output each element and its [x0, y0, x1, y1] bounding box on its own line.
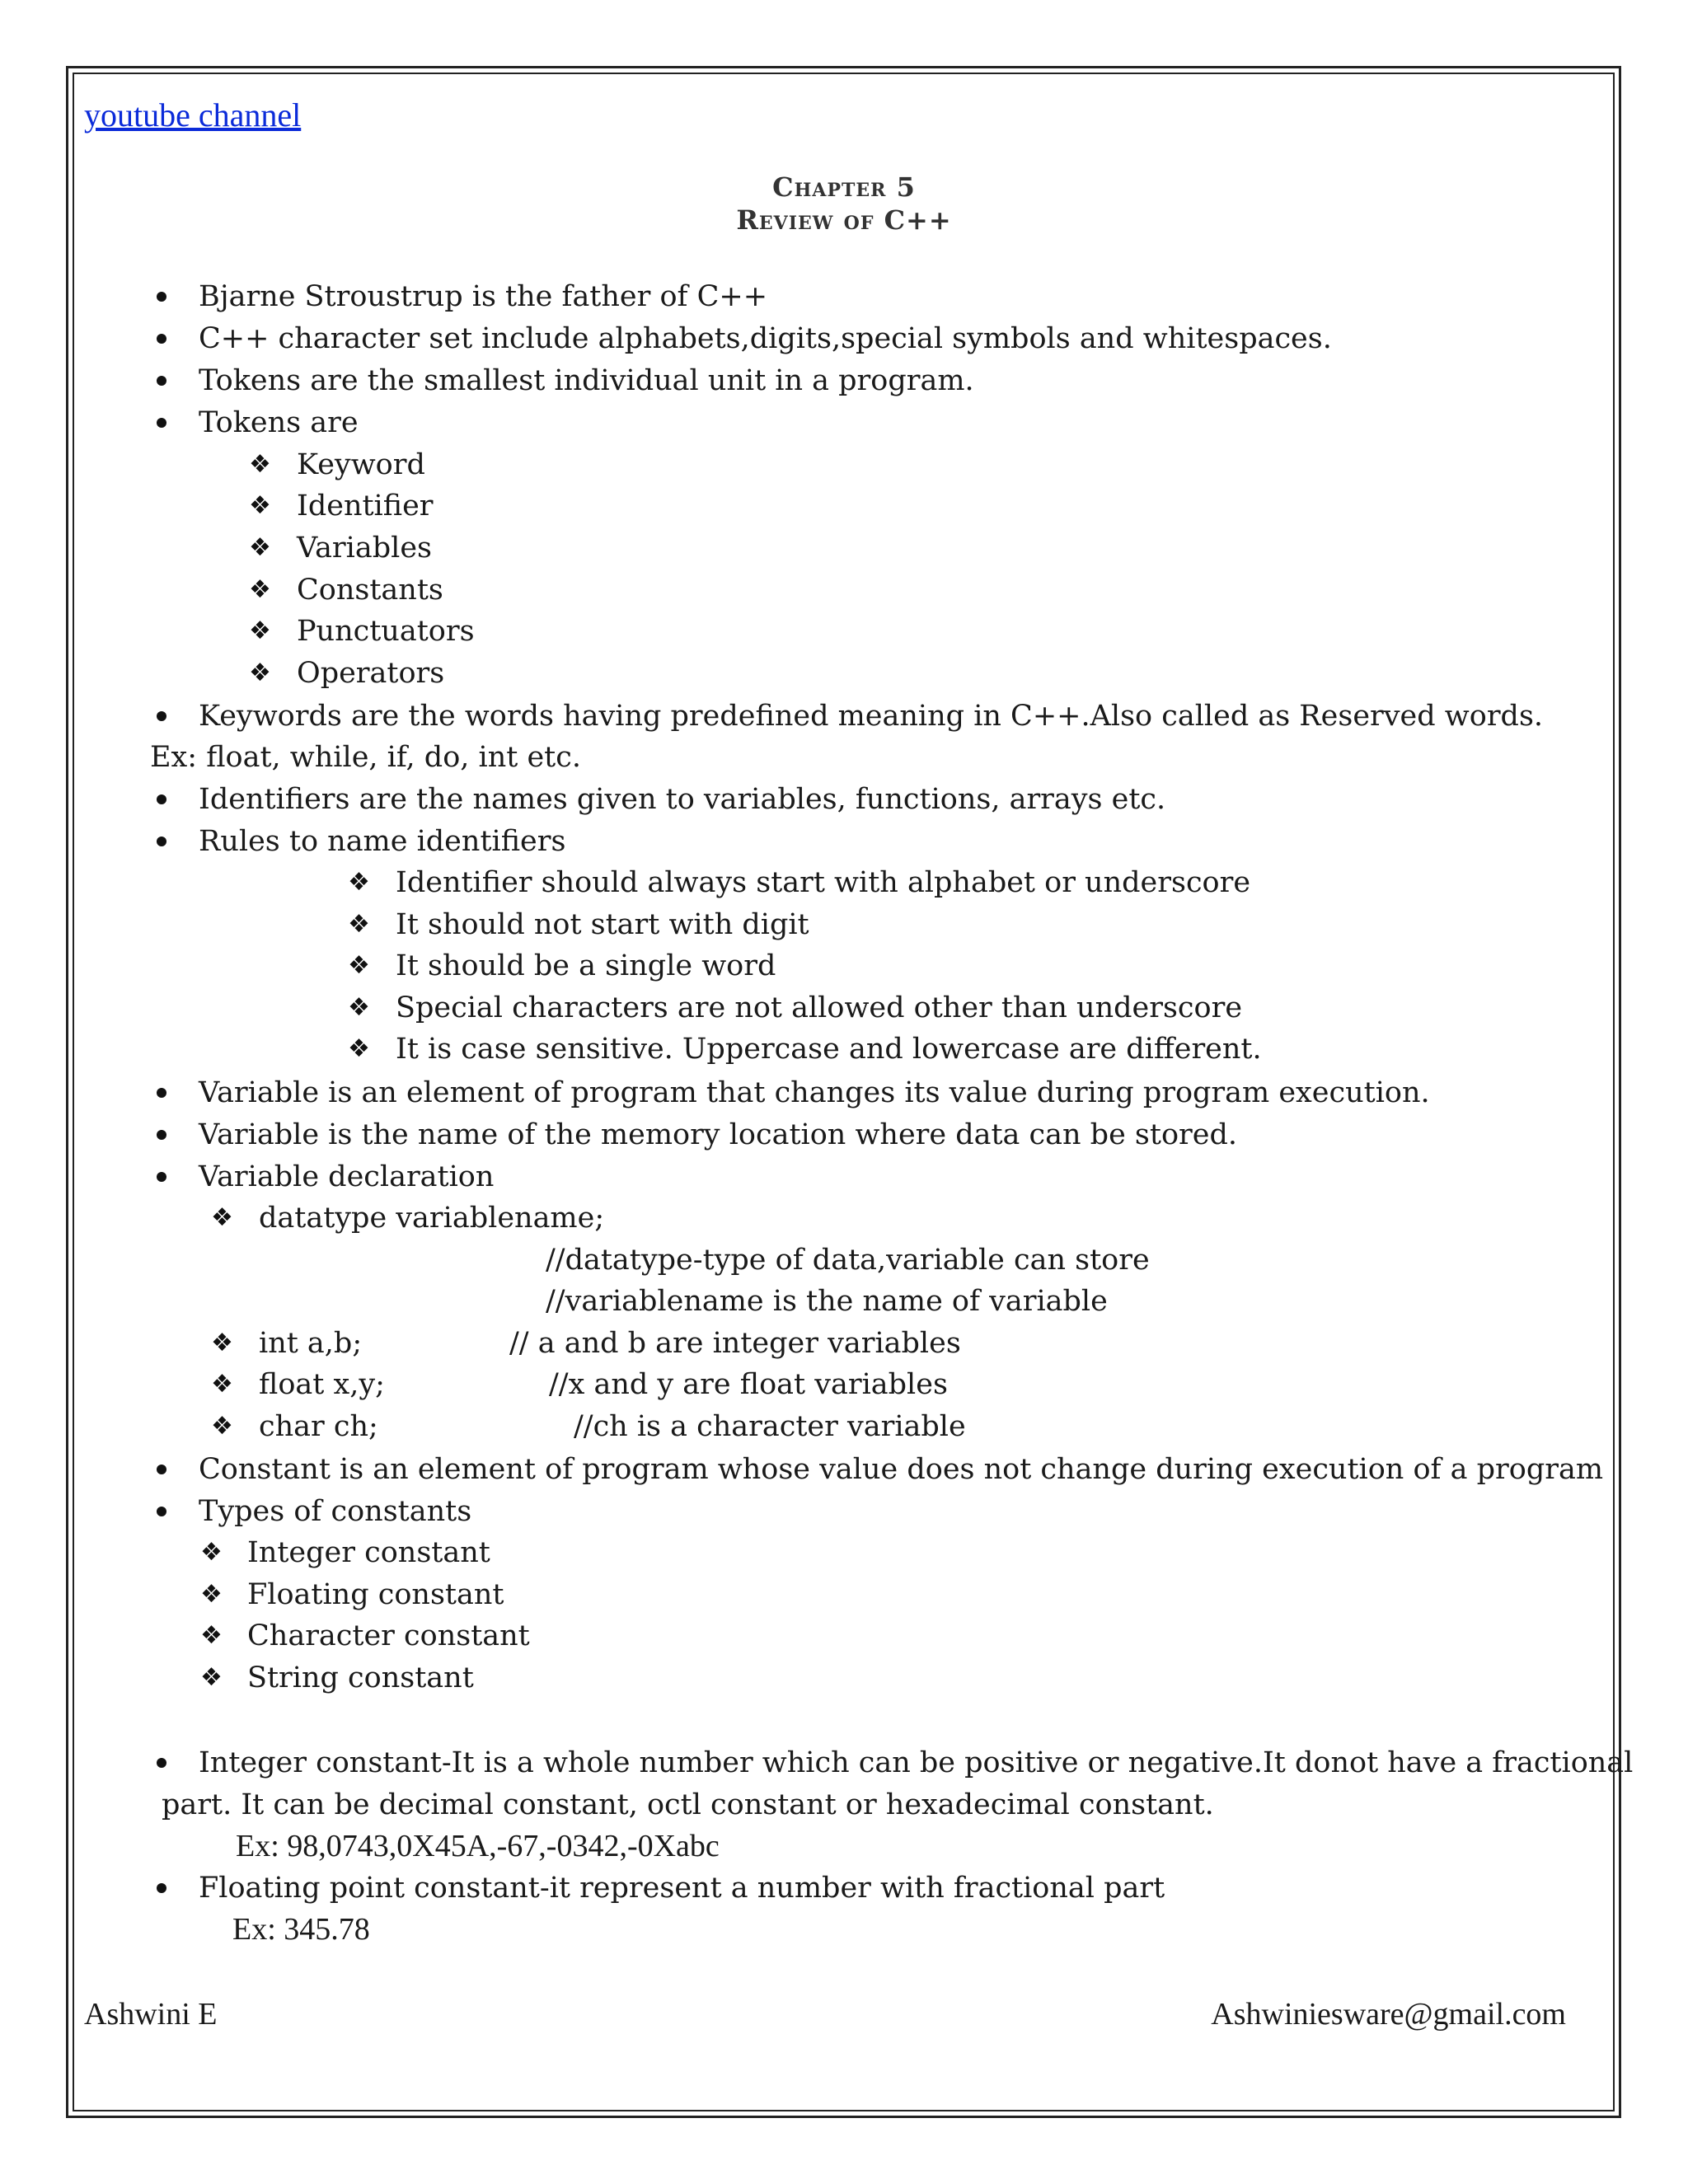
footer-email: Ashwiniesware@gmail.com: [1211, 1997, 1566, 2032]
diamond-bullet-icon: ❖: [249, 533, 271, 562]
bullet-keywords: Keywords are the words having predefined meaning in C++.Also called as Reserved words.: [199, 700, 1544, 733]
token-item: Constants: [297, 574, 443, 607]
diamond-bullet-icon: ❖: [348, 993, 370, 1022]
bullet-tokens-are: Tokens are: [199, 406, 359, 439]
declaration-comment: //variablename is the name of variable: [546, 1285, 1108, 1318]
bullet-icon: [157, 376, 166, 386]
declaration-example-code: int a,b;: [259, 1327, 363, 1360]
diamond-bullet-icon: ❖: [211, 1329, 233, 1357]
declaration-example-code: char ch;: [259, 1410, 378, 1443]
declaration-comment: //datatype-type of data,variable can store: [546, 1244, 1150, 1277]
bullet-variable-declaration: Variable declaration: [199, 1160, 495, 1193]
rule-item: It should not start with digit: [396, 908, 809, 941]
footer-author: Ashwini E: [84, 1997, 218, 2032]
bullet-variable-memory: Variable is the name of the memory location where data can be stored.: [199, 1118, 1237, 1151]
rule-item: It should be a single word: [396, 949, 776, 982]
bullet-icon: [157, 837, 166, 846]
rule-item: Identifier should always start with alphabet or underscore: [396, 866, 1251, 899]
token-item: Identifier: [297, 490, 434, 523]
bullet-icon: [157, 711, 166, 721]
token-item: Variables: [297, 532, 432, 565]
diamond-bullet-icon: ❖: [200, 1580, 223, 1609]
diamond-bullet-icon: ❖: [200, 1538, 223, 1567]
rule-item: Special characters are not allowed other than underscore: [396, 991, 1243, 1024]
diamond-bullet-icon: ❖: [211, 1370, 233, 1399]
chapter-number: Chapter 5: [772, 171, 916, 203]
diamond-bullet-icon: ❖: [348, 1034, 370, 1063]
constant-type-item: Integer constant: [247, 1536, 490, 1569]
diamond-bullet-icon: ❖: [249, 575, 271, 604]
diamond-bullet-icon: ❖: [348, 910, 370, 939]
bullet-identifier-rules: Rules to name identifiers: [199, 825, 566, 858]
diamond-bullet-icon: ❖: [249, 450, 271, 479]
bullet-character-set: C++ character set include alphabets,digits,special symbols and whitespaces.: [199, 322, 1332, 355]
bullet-variable-definition: Variable is an element of program that changes its value during program execution.: [199, 1076, 1430, 1109]
diamond-bullet-icon: ❖: [200, 1663, 223, 1692]
bullet-constant-definition: Constant is an element of program whose value does not change during execution of a program: [199, 1453, 1604, 1486]
bullet-floating-constant: Floating point constant-it represent a number with fractional part: [199, 1872, 1165, 1905]
bullet-icon: [157, 418, 166, 428]
bullet-integer-constant: Integer constant-It is a whole number which can be positive or negative.It donot have a fractional: [199, 1746, 1634, 1779]
declaration-syntax: datatype variablename;: [259, 1202, 605, 1235]
diamond-bullet-icon: ❖: [211, 1412, 233, 1441]
keywords-example: Ex: float, while, if, do, int etc.: [150, 741, 581, 774]
diamond-bullet-icon: ❖: [348, 868, 370, 897]
diamond-bullet-icon: ❖: [211, 1203, 233, 1232]
diamond-bullet-icon: ❖: [200, 1621, 223, 1650]
declaration-example-comment: //x and y are float variables: [549, 1368, 948, 1401]
bullet-types-of-constants: Types of constants: [199, 1495, 472, 1528]
bullet-icon: [157, 1088, 166, 1098]
diamond-bullet-icon: ❖: [249, 491, 271, 520]
declaration-example-comment: // a and b are integer variables: [509, 1327, 961, 1360]
youtube-channel-link[interactable]: youtube channel: [84, 96, 302, 134]
bullet-icon: [157, 1130, 166, 1140]
bullet-icon: [157, 1465, 166, 1474]
constant-type-item: Character constant: [247, 1619, 530, 1652]
diamond-bullet-icon: ❖: [249, 616, 271, 645]
integer-constant-continuation: part. It can be decimal constant, octl constant or hexadecimal constant.: [162, 1788, 1214, 1821]
integer-constant-example: Ex: 98,0743,0X45A,-67,-0342,-0Xabc: [236, 1829, 720, 1863]
token-item: Keyword: [297, 448, 425, 481]
floating-constant-example: Ex: 345.78: [232, 1912, 370, 1947]
bullet-icon: [157, 1883, 166, 1893]
chapter-title: Review of C++: [736, 204, 952, 236]
bullet-icon: [157, 1172, 166, 1182]
bullet-icon: [157, 1507, 166, 1516]
bullet-icon: [157, 334, 166, 344]
token-item: Operators: [297, 657, 445, 690]
rule-item: It is case sensitive. Uppercase and lowercase are different.: [396, 1033, 1262, 1066]
constant-type-item: String constant: [247, 1661, 474, 1694]
bullet-icon: [157, 292, 166, 302]
diamond-bullet-icon: ❖: [348, 951, 370, 980]
bullet-identifiers: Identifiers are the names given to variables, functions, arrays etc.: [199, 783, 1166, 816]
diamond-bullet-icon: ❖: [249, 658, 271, 687]
declaration-example-comment: //ch is a character variable: [574, 1410, 966, 1443]
constant-type-item: Floating constant: [247, 1578, 504, 1611]
bullet-tokens-definition: Tokens are the smallest individual unit in a program.: [199, 364, 974, 397]
bullet-father-of-cpp: Bjarne Stroustrup is the father of C++: [199, 280, 768, 313]
bullet-icon: [157, 794, 166, 804]
declaration-example-code: float x,y;: [259, 1368, 385, 1401]
token-item: Punctuators: [297, 615, 475, 648]
bullet-icon: [157, 1758, 166, 1768]
